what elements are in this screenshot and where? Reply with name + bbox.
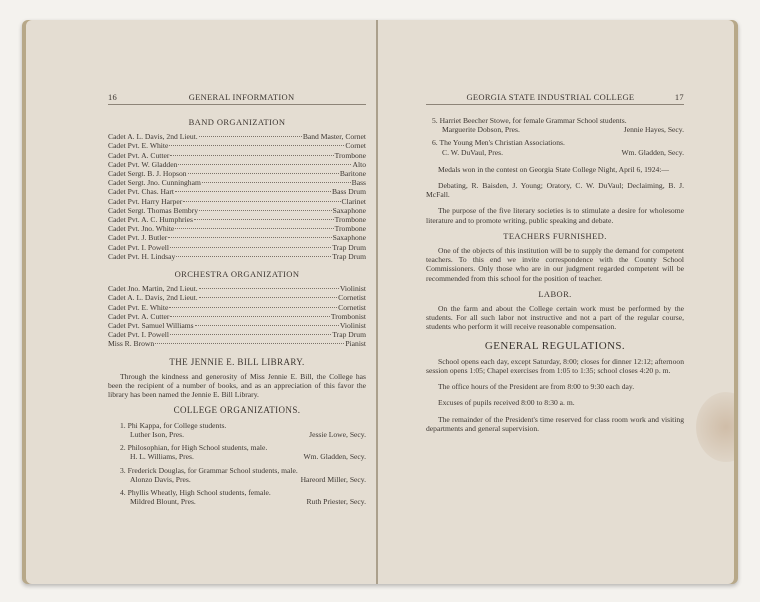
teachers-text: One of the objects of this institution will be to supply the demand for competent teachers. To this end we invite correspondence with the County School Commissioners. Only those who are in our judgment regarded competent will be recommended from this school for the position of teacher. (426, 246, 684, 283)
college-orgs-list (108, 421, 366, 507)
right-page-number: 17 (674, 92, 684, 102)
organization-secretary: Wm. Gladden, Secy. (303, 452, 366, 462)
left-running-head (108, 92, 366, 105)
organization-secretary: Jessie Lowe, Secy. (309, 429, 366, 439)
organization-secretary: Jennie Hayes, Secy. (623, 125, 684, 135)
organization-name: 1. Phi Kappa, for College students. (120, 420, 227, 430)
member-role: Pianist (345, 339, 366, 349)
leader-dots (155, 343, 344, 344)
organization-president: Alonzo Davis, Pres. (130, 474, 191, 484)
member-role: Cornet (345, 141, 366, 151)
left-content (108, 112, 366, 509)
leader-dots (170, 247, 331, 248)
member-role: Trombonist (330, 311, 366, 321)
leader-dots (194, 219, 334, 220)
roster-row (108, 178, 366, 187)
labor-heading: LABOR. (538, 288, 572, 299)
member-name: Cadet A. L. Davis, 2nd Lieut. (108, 293, 198, 303)
leader-dots (169, 307, 337, 308)
organization-officers (432, 125, 684, 134)
leader-dots (168, 237, 331, 238)
roster-row (108, 224, 366, 233)
band-heading: BAND ORGANIZATION (188, 117, 286, 127)
roster-row (108, 284, 366, 293)
leader-dots (195, 325, 339, 326)
winners-text: Debating, R. Baisden, J. Young; Oratory, C. W. DuVaul; Declaiming, B. J. McFall. (426, 181, 684, 200)
organization-president: H. L. Williams, Pres. (130, 452, 194, 462)
leader-dots (199, 210, 332, 211)
organization-president: C. W. DuVaul, Pres. (442, 147, 503, 157)
member-name: Cadet Pvt. W. Gladden (108, 159, 178, 169)
member-name: Cadet Pvt. Jno. White (108, 224, 175, 234)
member-role: Trombone (334, 215, 366, 225)
leader-dots (183, 201, 340, 202)
roster-row (108, 151, 366, 160)
member-name: Cadet Jno. Martin, 2nd Lieut. (108, 284, 198, 294)
member-role: Clarinet (341, 196, 366, 206)
member-name: Cadet Pvt. I. Powell (108, 242, 169, 252)
member-name: Cadet Pvt. Harry Harper (108, 196, 183, 206)
leader-dots (170, 334, 331, 335)
member-name: Cadet Sergt. Jno. Cunningham (108, 178, 201, 188)
college-orgs-continued (426, 116, 684, 157)
roster-row (108, 169, 366, 178)
member-role: Trap Drum (332, 251, 366, 261)
leader-dots (175, 191, 331, 192)
member-role: Saxaphone (332, 233, 366, 243)
organization-entry (432, 138, 684, 156)
organization-entry (120, 421, 366, 439)
organization-name: 6. The Young Men's Christian Associations. (432, 138, 565, 148)
roster-row (108, 321, 366, 330)
member-name: Cadet Pvt. A. Cutter (108, 311, 170, 321)
organization-entry (120, 488, 366, 506)
organization-secretary: Hareord Miller, Secy. (300, 474, 366, 484)
teachers-heading: TEACHERS FURNISHED. (503, 230, 607, 241)
organization-officers (120, 475, 366, 484)
regulations-p1: School opens each day, except Saturday, 8:00; closes for dinner 12:12; afternoon session opens 1:05; Chapel exercises from 1:05 to 1:35; school closes 4:20 p. m. (426, 356, 684, 376)
member-name: Cadet Pvt. A. Cutter (108, 150, 170, 160)
leader-dots (202, 182, 351, 183)
member-name: Cadet Pvt. A. C. Humphries (108, 215, 194, 225)
left-page (26, 20, 376, 584)
regulations-heading: GENERAL REGULATIONS. (484, 339, 626, 352)
roster-row (108, 141, 366, 150)
leader-dots (175, 228, 333, 229)
medals-text: Medals won in the contest on Georgia State College Night, April 6, 1924:— (438, 164, 670, 174)
roster-row (108, 252, 366, 261)
member-role: Bass (351, 178, 366, 188)
member-name: Cadet Pvt. J. Butler (108, 233, 168, 243)
organization-president: Luther Ison, Pres. (130, 429, 184, 439)
organization-entry (120, 466, 366, 484)
band-list (108, 132, 366, 261)
library-heading: THE JENNIE E. BILL LIBRARY. (169, 356, 305, 367)
member-name: Cadet A. L. Davis, 2nd Lieut. (108, 132, 198, 142)
roster-row (108, 132, 366, 141)
roster-row (108, 303, 366, 312)
member-role: Trombone (334, 150, 366, 160)
organization-name: 3. Frederick Douglas, for Grammar School students, male. (120, 465, 298, 475)
roster-row (108, 330, 366, 339)
leader-dots (178, 164, 351, 165)
roster-row (108, 160, 366, 169)
roster-row (108, 206, 366, 215)
organization-secretary: Ruth Priester, Secy. (306, 497, 366, 507)
member-name: Cadet Pvt. Chas. Hart (108, 187, 175, 197)
library-text: Through the kindness and generosity of Miss Jennie E. Bill, the College has been the recipient of a number of books, and as an appreciation of this favor the library has been named the Jennie E. Bill Library. (108, 371, 366, 400)
orchestra-list (108, 284, 366, 348)
member-name: Cadet Pvt. H. Lindsay (108, 251, 176, 261)
leader-dots (199, 288, 339, 289)
member-role: Cornetist (338, 293, 366, 303)
organization-officers (120, 452, 366, 461)
member-name: Cadet Pvt. E. White (108, 141, 169, 151)
regulations-p3: Excuses of pupils received 8:00 to 8:30 a. m. (438, 398, 575, 408)
member-name: Miss R. Brown (108, 339, 155, 349)
member-role: Alto (352, 159, 366, 169)
roster-row (108, 339, 366, 348)
organization-officers (432, 148, 684, 157)
organization-officers (120, 430, 366, 439)
member-role: Trombone (334, 224, 366, 234)
leader-dots (199, 297, 338, 298)
left-page-number: 16 (108, 92, 118, 102)
regulations-p2: The office hours of the President are from 8:00 to 9:30 each day. (438, 382, 635, 392)
member-role: Violinist (339, 321, 366, 331)
organization-entry (120, 443, 366, 461)
member-name: Cadet Pvt. Samuel Williams (108, 321, 194, 331)
purpose-text: The purpose of the five literary societies is to stimulate a desire for wholesome literature and to promote writing, public speaking and debate. (426, 206, 684, 225)
organization-president: Marguerite Dobson, Pres. (442, 125, 520, 135)
organization-officers (120, 497, 366, 506)
leader-dots (188, 173, 339, 174)
member-role: Bass Drum (332, 187, 366, 197)
leader-dots (170, 316, 329, 317)
right-content (426, 112, 684, 440)
leader-dots (169, 145, 344, 146)
organization-name: 2. Philosophian, for High School students, male. (120, 443, 268, 453)
leader-dots (199, 136, 302, 137)
member-name: Cadet Pvt. I. Powell (108, 330, 169, 340)
organization-name: 4. Phyllis Wheatly, High School students, female. (120, 487, 271, 497)
regulations-p4: The remainder of the President's time reserved for class room work and visiting departments and general supervision. (426, 414, 684, 433)
member-name: Cadet Pvt. E. White (108, 302, 169, 312)
right-page (378, 20, 734, 584)
roster-row (108, 215, 366, 224)
labor-text: On the farm and about the College certain work must be performed by the students. For all such labor not instructive and not a part of the regular course, students who perform it will receive reasonable compensation. (426, 304, 684, 332)
leader-dots (170, 155, 333, 156)
member-role: Saxaphone (332, 205, 366, 215)
member-role: Violinist (339, 284, 366, 294)
paper-stain (696, 392, 734, 462)
member-role: Baritone (339, 169, 366, 179)
roster-row (108, 293, 366, 302)
roster-row (108, 233, 366, 242)
right-running-head (426, 92, 684, 105)
roster-row (108, 187, 366, 196)
member-name: Cadet Sergt. Thomas Bembry (108, 205, 198, 215)
organization-secretary: Wm. Gladden, Secy. (621, 147, 684, 157)
member-role: Trap Drum (332, 330, 366, 340)
left-running-title: GENERAL INFORMATION (188, 92, 295, 102)
leader-dots (176, 256, 331, 257)
right-running-title: GEORGIA STATE INDUSTRIAL COLLEGE (466, 92, 635, 102)
member-role: Trap Drum (332, 242, 366, 252)
college-orgs-heading: COLLEGE ORGANIZATIONS. (173, 405, 301, 416)
orchestra-heading: ORCHESTRA ORGANIZATION (174, 269, 300, 280)
book-spread (22, 20, 738, 584)
organization-president: Mildred Blount, Pres. (130, 497, 196, 507)
roster-row (108, 243, 366, 252)
organization-name: 5. Harriet Beecher Stowe, for female Grammar School students. (432, 116, 627, 125)
member-role: Cornetist (338, 302, 366, 312)
roster-row (108, 312, 366, 321)
member-name: Cadet Sergt. B. J. Hopson (108, 169, 187, 179)
organization-entry (432, 116, 684, 134)
roster-row (108, 197, 366, 206)
member-role: Band Master, Cornet (302, 132, 366, 142)
